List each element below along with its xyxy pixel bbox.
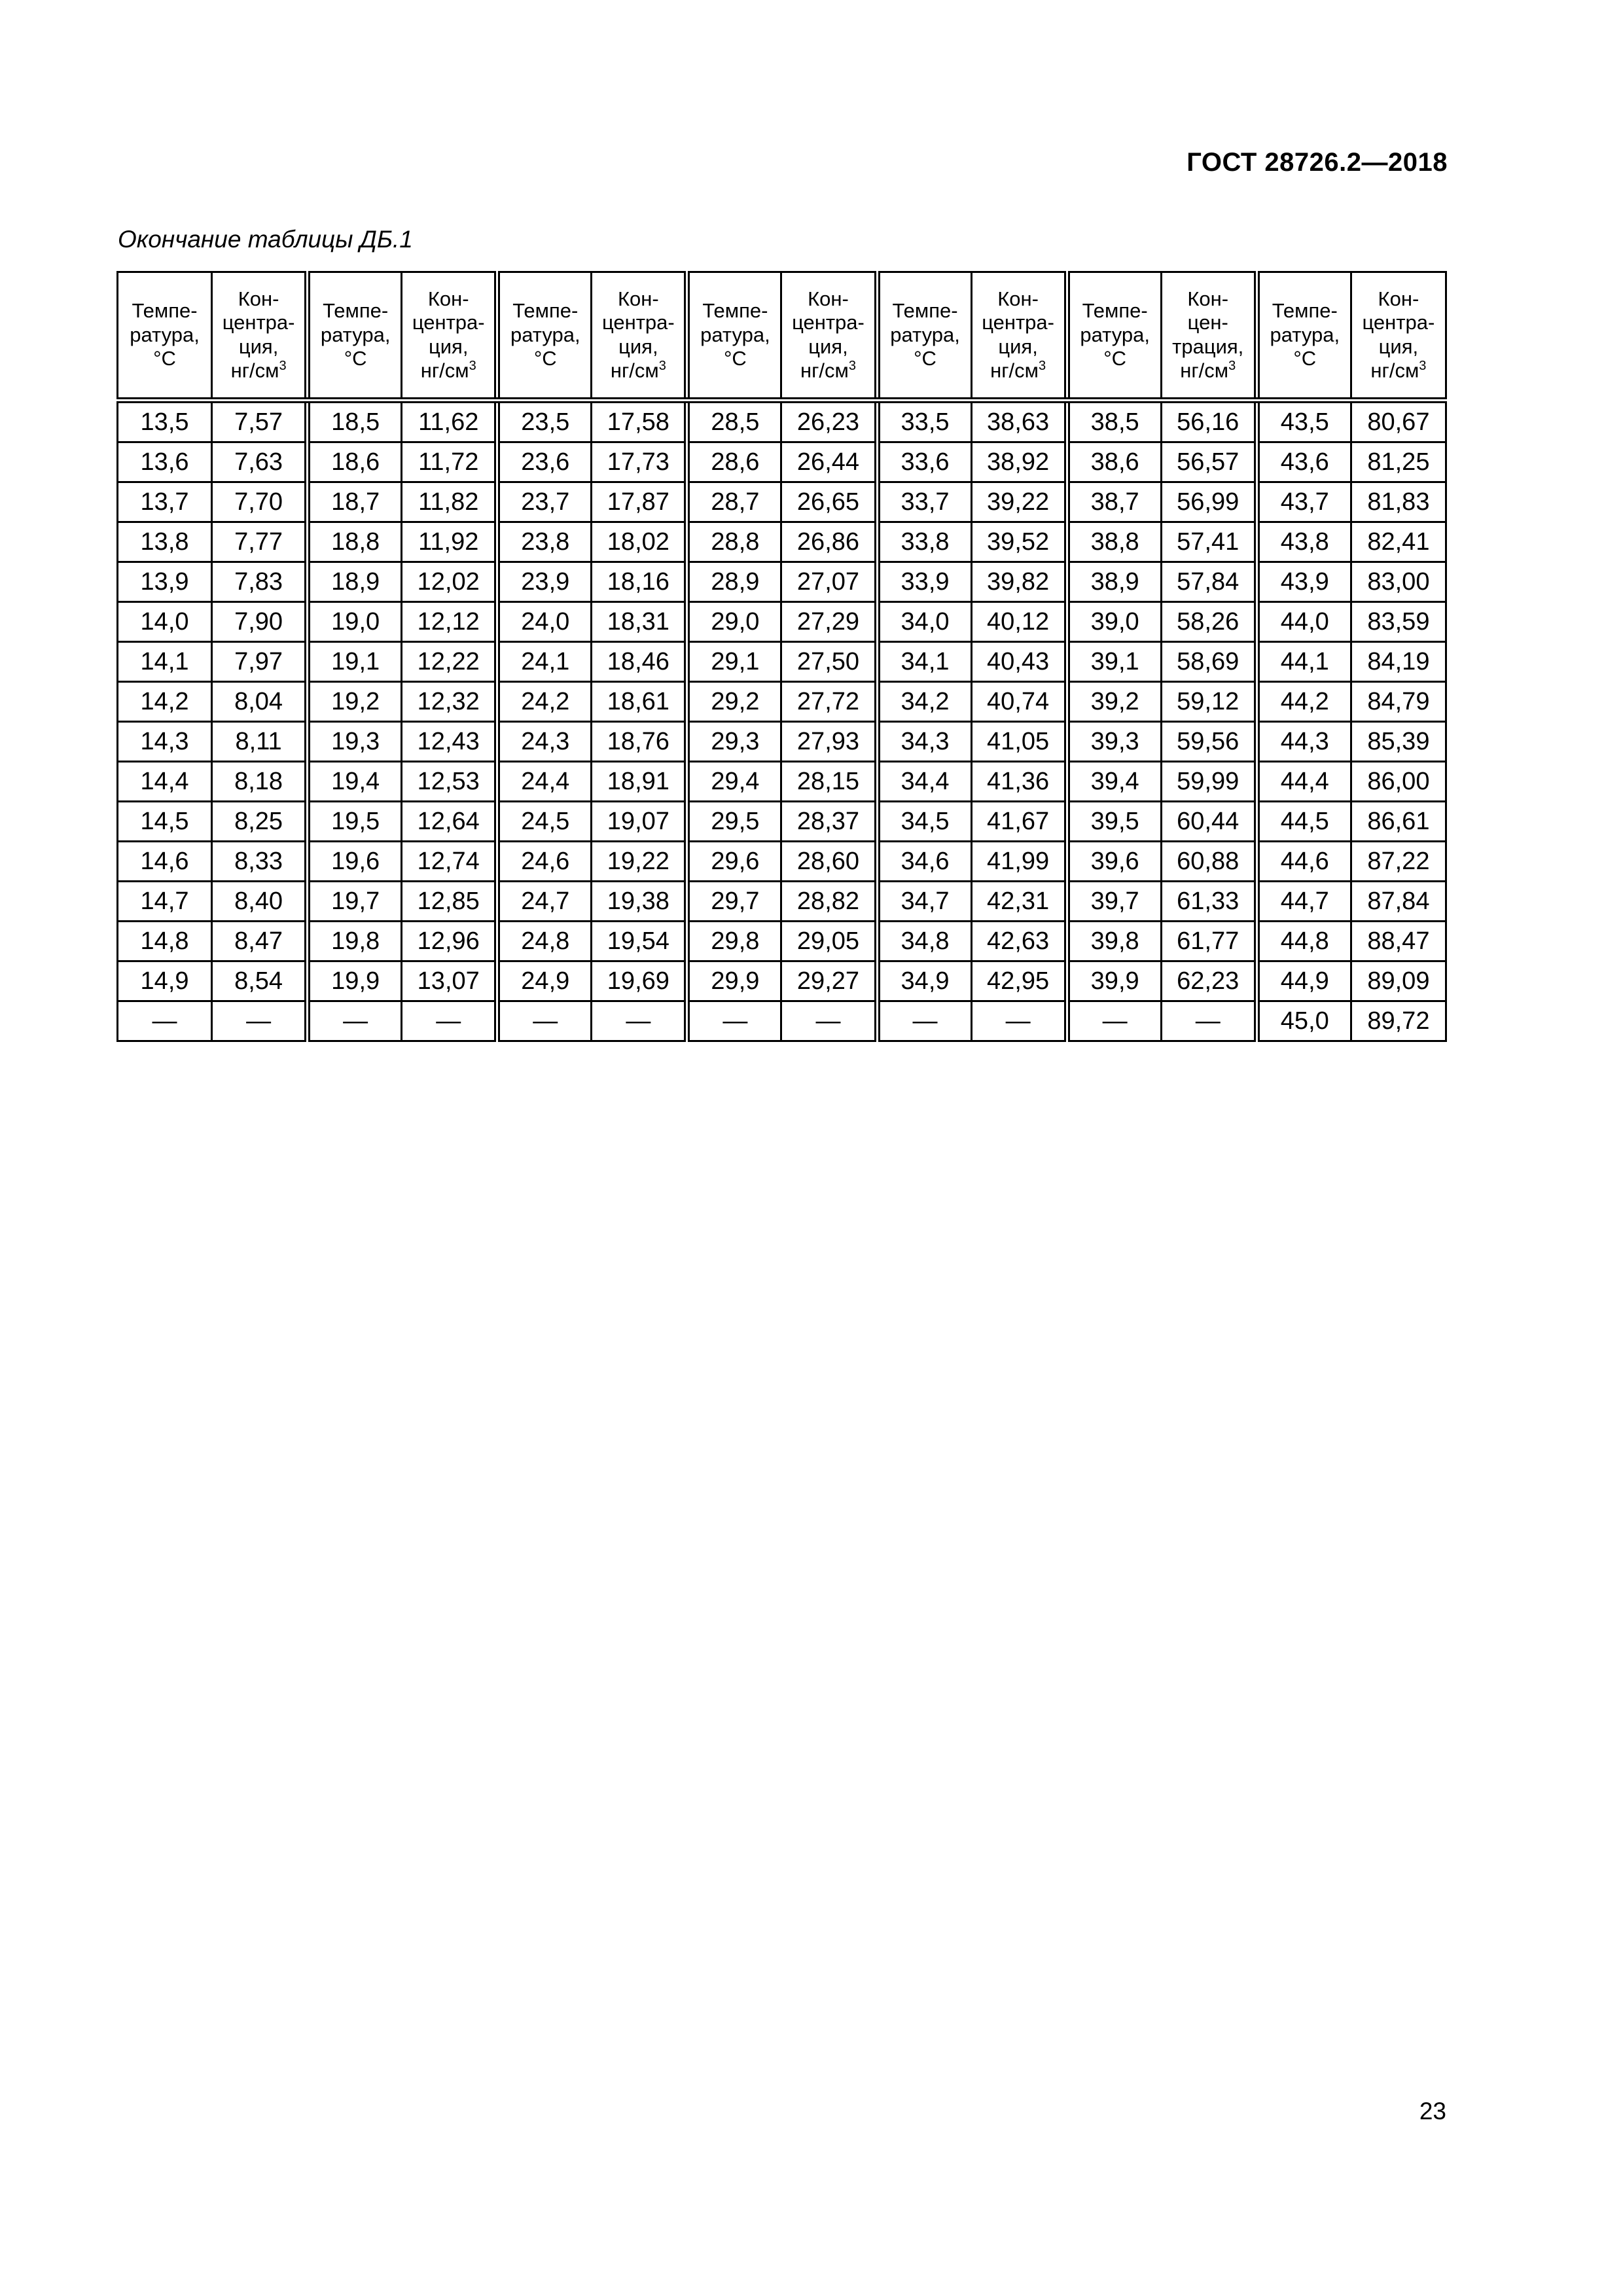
concentration-cell: 11,72 (402, 442, 497, 482)
concentration-cell: 80,67 (1351, 401, 1446, 442)
temperature-cell: 28,6 (687, 442, 781, 482)
temperature-cell: 19,6 (308, 842, 402, 882)
concentration-cell: 56,16 (1161, 401, 1257, 442)
temperature-cell: 29,3 (687, 722, 781, 762)
concentration-cell: 18,46 (592, 642, 687, 682)
concentration-cell: — (212, 1001, 308, 1041)
concentration-cell: 7,97 (212, 642, 308, 682)
concentration-cell: 38,63 (971, 401, 1067, 442)
concentration-cell: 13,07 (402, 961, 497, 1001)
concentration-cell: 27,50 (781, 642, 877, 682)
concentration-cell: 8,04 (212, 682, 308, 722)
concentration-cell: 39,22 (971, 482, 1067, 522)
temperature-cell: — (687, 1001, 781, 1041)
concentration-cell: 8,11 (212, 722, 308, 762)
temperature-cell: 19,2 (308, 682, 402, 722)
temperature-cell: 24,7 (497, 882, 592, 922)
concentration-cell: 60,88 (1161, 842, 1257, 882)
concentration-cell: 58,69 (1161, 642, 1257, 682)
concentration-cell: 27,93 (781, 722, 877, 762)
concentration-cell: — (971, 1001, 1067, 1041)
concentration-cell: 12,12 (402, 602, 497, 642)
concentration-cell: 19,07 (592, 802, 687, 842)
concentration-cell: 7,70 (212, 482, 308, 522)
temperature-cell: — (877, 1001, 971, 1041)
header-temperature: Темпе- ратура, °C (1067, 272, 1161, 401)
concentration-cell: 12,53 (402, 762, 497, 802)
temperature-cell: 28,5 (687, 401, 781, 442)
temperature-cell: 39,4 (1067, 762, 1161, 802)
concentration-cell: 19,22 (592, 842, 687, 882)
concentration-cell: 40,74 (971, 682, 1067, 722)
table-caption: Окончание таблицы ДБ.1 (118, 226, 413, 253)
temperature-cell: 24,9 (497, 961, 592, 1001)
concentration-cell: 60,44 (1161, 802, 1257, 842)
temperature-cell: 28,8 (687, 522, 781, 562)
concentration-cell: 42,95 (971, 961, 1067, 1001)
temperature-cell: 23,7 (497, 482, 592, 522)
concentration-cell: 27,29 (781, 602, 877, 642)
concentration-cell: 62,23 (1161, 961, 1257, 1001)
table-row (118, 922, 1446, 961)
temperature-cell: 14,2 (118, 682, 212, 722)
concentration-cell: 8,47 (212, 922, 308, 961)
temperature-cell: 43,6 (1257, 442, 1351, 482)
concentration-cell: 56,99 (1161, 482, 1257, 522)
concentration-cell: 83,59 (1351, 602, 1446, 642)
concentration-cell: 57,84 (1161, 562, 1257, 602)
temperature-cell: 44,2 (1257, 682, 1351, 722)
temperature-cell: 39,0 (1067, 602, 1161, 642)
concentration-cell: 18,16 (592, 562, 687, 602)
concentration-cell: 41,67 (971, 802, 1067, 842)
concentration-cell: 28,82 (781, 882, 877, 922)
concentration-cell: 29,27 (781, 961, 877, 1001)
temperature-cell: 44,3 (1257, 722, 1351, 762)
header-concentration: Кон- центра- ция, $нг/см^3$ (1351, 272, 1446, 401)
concentration-cell: 8,40 (212, 882, 308, 922)
temperature-cell: 18,5 (308, 401, 402, 442)
concentration-cell: 26,65 (781, 482, 877, 522)
temperature-cell: 24,2 (497, 682, 592, 722)
temperature-cell: 34,6 (877, 842, 971, 882)
table-row (118, 682, 1446, 722)
concentration-cell: 12,02 (402, 562, 497, 602)
concentration-cell: 26,86 (781, 522, 877, 562)
concentration-cell: 41,05 (971, 722, 1067, 762)
concentration-cell: 40,12 (971, 602, 1067, 642)
temperature-cell: — (1067, 1001, 1161, 1041)
concentration-cell: 59,56 (1161, 722, 1257, 762)
concentration-cell: 8,54 (212, 961, 308, 1001)
temperature-cell: 29,0 (687, 602, 781, 642)
temperature-cell: 44,4 (1257, 762, 1351, 802)
table-row (118, 442, 1446, 482)
temperature-cell: 24,3 (497, 722, 592, 762)
temperature-cell: 29,4 (687, 762, 781, 802)
concentration-cell: 11,82 (402, 482, 497, 522)
temperature-cell: 44,8 (1257, 922, 1351, 961)
concentration-cell: 27,07 (781, 562, 877, 602)
concentration-cell: 19,38 (592, 882, 687, 922)
temperature-cell: 33,7 (877, 482, 971, 522)
temperature-cell: 14,9 (118, 961, 212, 1001)
table-row (118, 842, 1446, 882)
concentration-cell: 18,76 (592, 722, 687, 762)
table-body (118, 401, 1446, 1041)
concentration-cell: 17,87 (592, 482, 687, 522)
temperature-cell: 24,8 (497, 922, 592, 961)
temperature-cell: 43,7 (1257, 482, 1351, 522)
header-concentration: Кон- центра- ция, $нг/см^3$ (212, 272, 308, 401)
temperature-cell: 39,5 (1067, 802, 1161, 842)
temperature-cell: — (308, 1001, 402, 1041)
table-row (118, 961, 1446, 1001)
concentration-cell: 8,33 (212, 842, 308, 882)
table-row (118, 762, 1446, 802)
temperature-cell: 28,9 (687, 562, 781, 602)
concentration-cell: 26,44 (781, 442, 877, 482)
concentration-cell: 41,99 (971, 842, 1067, 882)
concentration-cell: 57,41 (1161, 522, 1257, 562)
temperature-cell: 34,2 (877, 682, 971, 722)
temperature-cell: 18,6 (308, 442, 402, 482)
temperature-cell: 33,6 (877, 442, 971, 482)
concentration-cell: 59,99 (1161, 762, 1257, 802)
temperature-cell: 33,9 (877, 562, 971, 602)
concentration-cell: 19,69 (592, 961, 687, 1001)
table-row (118, 401, 1446, 442)
concentration-cell: 7,57 (212, 401, 308, 442)
temperature-cell: 24,6 (497, 842, 592, 882)
header-temperature: Темпе- ратура, °C (497, 272, 592, 401)
concentration-cell: 86,00 (1351, 762, 1446, 802)
document-code: ГОСТ 28726.2—2018 (1186, 148, 1448, 177)
header-temperature: Темпе- ратура, °C (1257, 272, 1351, 401)
temperature-cell: 19,3 (308, 722, 402, 762)
temperature-cell: 14,5 (118, 802, 212, 842)
temperature-cell: 19,0 (308, 602, 402, 642)
temperature-cell: 14,8 (118, 922, 212, 961)
temperature-cell: 44,7 (1257, 882, 1351, 922)
temperature-cell: 39,8 (1067, 922, 1161, 961)
concentration-cell: 84,19 (1351, 642, 1446, 682)
header-temperature: Темпе- ратура, °C (308, 272, 402, 401)
table-row (118, 562, 1446, 602)
temperature-cell: 18,7 (308, 482, 402, 522)
concentration-cell: 84,79 (1351, 682, 1446, 722)
concentration-cell: 61,77 (1161, 922, 1257, 961)
temperature-cell: 14,3 (118, 722, 212, 762)
temperature-cell: 43,8 (1257, 522, 1351, 562)
temperature-cell: 24,4 (497, 762, 592, 802)
temperature-cell: 38,7 (1067, 482, 1161, 522)
concentration-cell: 58,26 (1161, 602, 1257, 642)
temperature-cell: 38,6 (1067, 442, 1161, 482)
temperature-cell: 34,3 (877, 722, 971, 762)
temperature-cell: 14,0 (118, 602, 212, 642)
concentration-cell: 11,92 (402, 522, 497, 562)
concentration-cell: 81,25 (1351, 442, 1446, 482)
concentration-cell: 19,54 (592, 922, 687, 961)
temperature-cell: 38,5 (1067, 401, 1161, 442)
concentration-cell: 12,85 (402, 882, 497, 922)
temperature-cell: 24,5 (497, 802, 592, 842)
temperature-cell: 29,8 (687, 922, 781, 961)
table-row (118, 722, 1446, 762)
temperature-cell: 29,2 (687, 682, 781, 722)
table-row (118, 1001, 1446, 1041)
temperature-cell: 34,7 (877, 882, 971, 922)
temperature-cell: 14,6 (118, 842, 212, 882)
temperature-cell: 44,9 (1257, 961, 1351, 1001)
concentration-cell: 39,82 (971, 562, 1067, 602)
concentration-cell: 40,43 (971, 642, 1067, 682)
concentration-cell: 17,73 (592, 442, 687, 482)
temperature-cell: 19,1 (308, 642, 402, 682)
header-temperature: Темпе- ратура, °C (877, 272, 971, 401)
concentration-cell: 7,90 (212, 602, 308, 642)
temperature-cell: 14,4 (118, 762, 212, 802)
temperature-cell: 39,2 (1067, 682, 1161, 722)
header-temperature: Темпе- ратура, °C (687, 272, 781, 401)
temperature-cell: 39,1 (1067, 642, 1161, 682)
temperature-cell: 33,8 (877, 522, 971, 562)
table-row (118, 642, 1446, 682)
concentration-cell: 29,05 (781, 922, 877, 961)
temperature-cell: 38,8 (1067, 522, 1161, 562)
concentration-cell: 89,72 (1351, 1001, 1446, 1041)
concentration-cell: 42,63 (971, 922, 1067, 961)
concentration-cell: 27,72 (781, 682, 877, 722)
concentration-cell: 87,84 (1351, 882, 1446, 922)
concentration-cell: 7,77 (212, 522, 308, 562)
temperature-cell: 23,9 (497, 562, 592, 602)
temperature-cell: 38,9 (1067, 562, 1161, 602)
concentration-cell: 12,32 (402, 682, 497, 722)
temperature-cell: 14,7 (118, 882, 212, 922)
concentration-cell: 8,25 (212, 802, 308, 842)
temperature-cell: 18,9 (308, 562, 402, 602)
header-temperature: Темпе- ратура, °C (118, 272, 212, 401)
temperature-cell: 28,7 (687, 482, 781, 522)
concentration-cell: 85,39 (1351, 722, 1446, 762)
temperature-cell: 18,8 (308, 522, 402, 562)
temperature-cell: 19,4 (308, 762, 402, 802)
temperature-cell: 43,9 (1257, 562, 1351, 602)
concentration-cell: 12,74 (402, 842, 497, 882)
concentration-cell: 39,52 (971, 522, 1067, 562)
temperature-cell: 34,5 (877, 802, 971, 842)
temperature-cell: 34,1 (877, 642, 971, 682)
concentration-cell: 18,02 (592, 522, 687, 562)
temperature-cell: 19,5 (308, 802, 402, 842)
temperature-cell: 29,6 (687, 842, 781, 882)
concentration-cell: 7,83 (212, 562, 308, 602)
temperature-cell: 43,5 (1257, 401, 1351, 442)
concentration-cell: 28,37 (781, 802, 877, 842)
temperature-cell: 19,7 (308, 882, 402, 922)
header-concentration: Кон- центра- ция, $нг/см^3$ (971, 272, 1067, 401)
concentration-cell: — (1161, 1001, 1257, 1041)
temperature-cell: — (118, 1001, 212, 1041)
temperature-cell: 19,8 (308, 922, 402, 961)
concentration-cell: 86,61 (1351, 802, 1446, 842)
temperature-cell: 29,9 (687, 961, 781, 1001)
concentration-cell: 12,43 (402, 722, 497, 762)
concentration-cell: 18,61 (592, 682, 687, 722)
temperature-cell: — (497, 1001, 592, 1041)
temperature-cell: 23,5 (497, 401, 592, 442)
concentration-cell: 8,18 (212, 762, 308, 802)
table-row (118, 522, 1446, 562)
concentration-cell: 18,31 (592, 602, 687, 642)
temperature-cell: 44,0 (1257, 602, 1351, 642)
concentration-cell: 83,00 (1351, 562, 1446, 602)
concentration-cell: 87,22 (1351, 842, 1446, 882)
temperature-cell: 29,5 (687, 802, 781, 842)
concentration-cell: 12,64 (402, 802, 497, 842)
temperature-cell: 44,1 (1257, 642, 1351, 682)
concentration-cell: 12,22 (402, 642, 497, 682)
temperature-cell: 39,3 (1067, 722, 1161, 762)
concentration-cell: 41,36 (971, 762, 1067, 802)
concentration-cell: 82,41 (1351, 522, 1446, 562)
concentration-cell: 61,33 (1161, 882, 1257, 922)
temperature-cell: 45,0 (1257, 1001, 1351, 1041)
temperature-cell: 13,8 (118, 522, 212, 562)
temperature-cell: 39,7 (1067, 882, 1161, 922)
table-row (118, 882, 1446, 922)
concentration-cell: 12,96 (402, 922, 497, 961)
temperature-cell: 29,7 (687, 882, 781, 922)
temperature-cell: 13,7 (118, 482, 212, 522)
concentration-cell: 88,47 (1351, 922, 1446, 961)
concentration-cell: 89,09 (1351, 961, 1446, 1001)
page-number: 23 (1419, 2098, 1446, 2125)
concentration-cell: 28,60 (781, 842, 877, 882)
concentration-cell: 81,83 (1351, 482, 1446, 522)
concentration-cell: 56,57 (1161, 442, 1257, 482)
temperature-cell: 39,9 (1067, 961, 1161, 1001)
temperature-cell: 24,1 (497, 642, 592, 682)
concentration-cell: 28,15 (781, 762, 877, 802)
temperature-cell: 24,0 (497, 602, 592, 642)
temperature-cell: 34,0 (877, 602, 971, 642)
concentration-cell: 59,12 (1161, 682, 1257, 722)
temperature-cell: 33,5 (877, 401, 971, 442)
concentration-cell: 7,63 (212, 442, 308, 482)
temperature-cell: 14,1 (118, 642, 212, 682)
temperature-cell: 34,9 (877, 961, 971, 1001)
data-table (116, 271, 1447, 1042)
temperature-cell: 39,6 (1067, 842, 1161, 882)
header-concentration: Кон- цен- трация, $нг/см^3$ (1161, 272, 1257, 401)
temperature-cell: 13,5 (118, 401, 212, 442)
table-row (118, 602, 1446, 642)
temperature-cell: 23,6 (497, 442, 592, 482)
temperature-cell: 23,8 (497, 522, 592, 562)
temperature-cell: 13,6 (118, 442, 212, 482)
concentration-cell: — (592, 1001, 687, 1041)
concentration-cell: 11,62 (402, 401, 497, 442)
concentration-cell: 17,58 (592, 401, 687, 442)
table-row (118, 482, 1446, 522)
header-row (118, 272, 1446, 401)
concentration-cell: 42,31 (971, 882, 1067, 922)
header-concentration: Кон- центра- ция, $нг/см^3$ (781, 272, 877, 401)
concentration-cell: 38,92 (971, 442, 1067, 482)
temperature-cell: 13,9 (118, 562, 212, 602)
temperature-cell: 29,1 (687, 642, 781, 682)
header-concentration: Кон- центра- ция, $нг/см^3$ (402, 272, 497, 401)
concentration-cell: — (781, 1001, 877, 1041)
concentration-cell: 26,23 (781, 401, 877, 442)
temperature-cell: 44,5 (1257, 802, 1351, 842)
temperature-cell: 34,8 (877, 922, 971, 961)
temperature-cell: 44,6 (1257, 842, 1351, 882)
header-concentration: Кон- центра- ция, $нг/см^3$ (592, 272, 687, 401)
temperature-cell: 19,9 (308, 961, 402, 1001)
temperature-cell: 34,4 (877, 762, 971, 802)
concentration-cell: — (402, 1001, 497, 1041)
concentration-cell: 18,91 (592, 762, 687, 802)
table-row (118, 802, 1446, 842)
